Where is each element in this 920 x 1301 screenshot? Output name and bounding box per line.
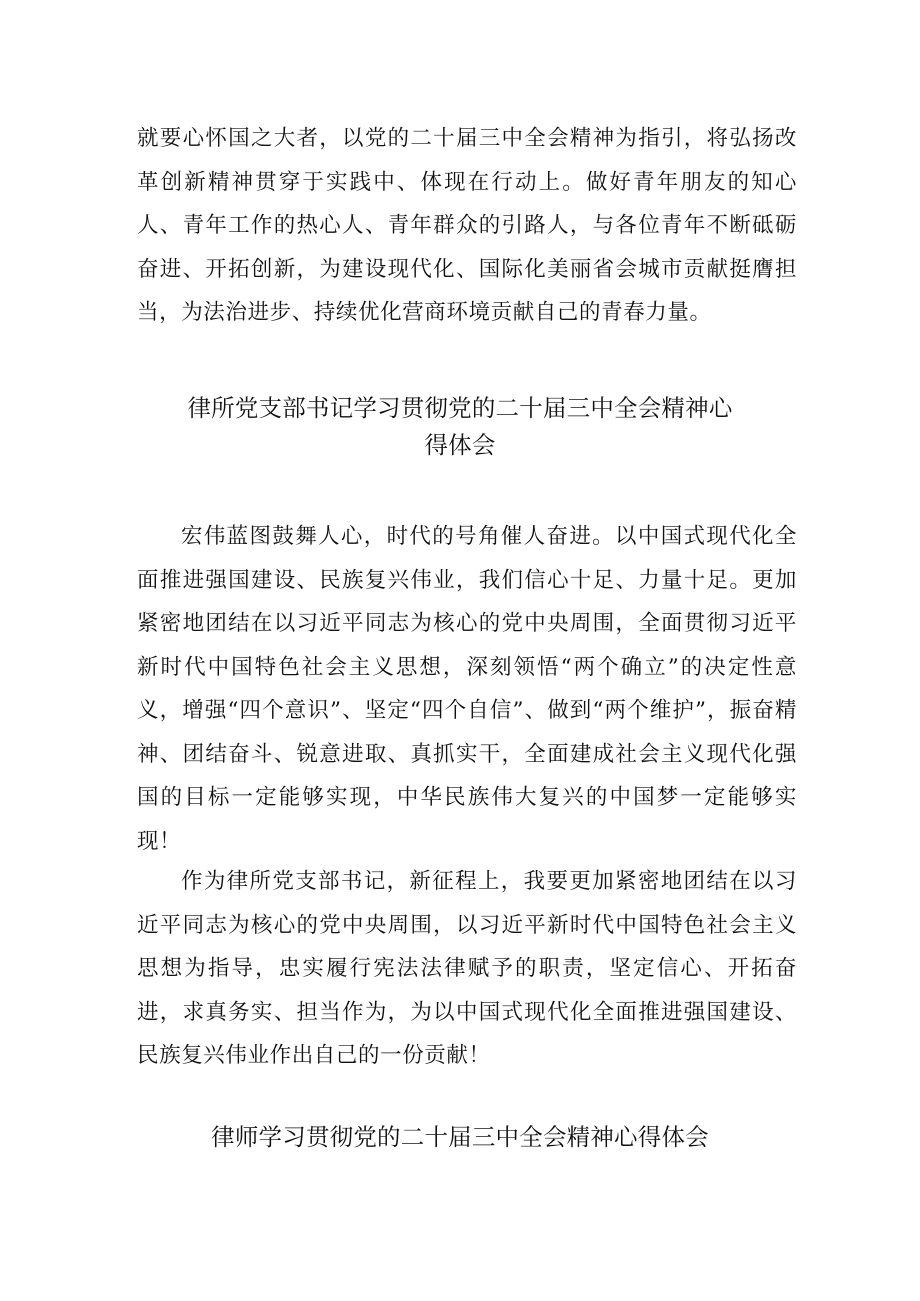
section-heading-line-2: 得体会 (424, 431, 496, 459)
section-heading-party-secretary (120, 390, 800, 464)
body-paragraph-continued: 就要心怀国之大者，以党的二十届三中全会精神为指引，将弘扬改革创新精神贯穿于实践中、体现在行动上。做好青年朋友的知心人、青年工作的热心人、青年群众的引路人，与各位青年不断砥砺奋进、开拓创新，为建设现代化、国际化美丽省会城市贡献挺膺担当，为法治进步、持续优化营商环境贡献自己的青春力量。 (137, 126, 797, 325)
section-heading-line-1: 律所党支部书记学习贯彻党的二十届三中全会精神心 (187, 394, 733, 422)
body-paragraph-new-journey: 作为律所党支部书记，新征程上，我要更加紧密地团结在以习近平同志为核心的党中央周围，以习近平新时代中国特色社会主义思想为指导，忠实履行宪法法律赋予的职责，坚定信心、开拓奋进，求真务实、担当作为，为以中国式现代化全面推进强国建设、民族复兴伟业作出自己的一份贡献！ (137, 869, 797, 1068)
body-paragraph-blueprint: 宏伟蓝图鼓舞人心，时代的号角催人奋进。以中国式现代化全面推进强国建设、民族复兴伟业，我们信心十足、力量十足。更加紧密地团结在以习近平同志为核心的党中央周围，全面贯彻习近平新时代中国特色社会主义思想，深刻领悟“两个确立”的决定性意义，增强“四个意识”、坚定“四个自信”、做到“两个维护”，振奋精神、团结奋斗、锐意进取、真抓实干，全面建成社会主义现代化强国的目标一定能够实现，中华民族伟大复兴的中国梦一定能够实现！ (137, 524, 797, 854)
section-heading-lawyer: 律师学习贯彻党的二十届三中全会精神心得体会 (211, 1123, 709, 1151)
